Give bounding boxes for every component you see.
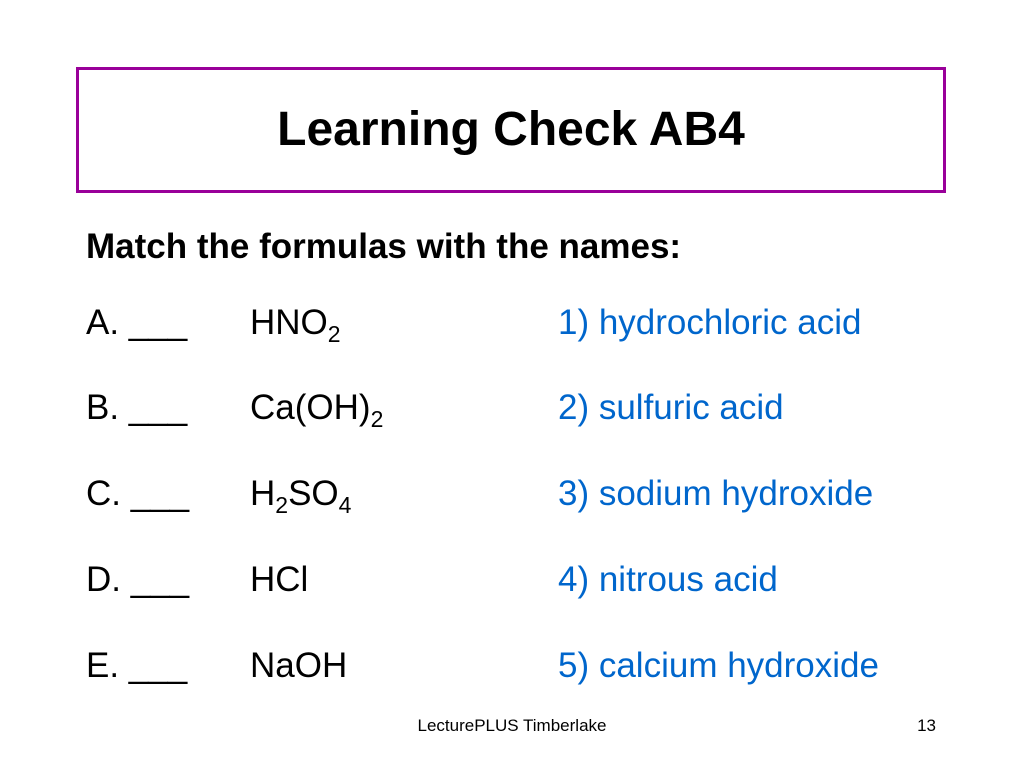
answer-option: 3) sodium hydroxide: [558, 474, 874, 513]
match-row-d: [0, 562, 1024, 612]
answer-option: 4) nitrous acid: [558, 560, 778, 599]
match-row-b: [0, 390, 1024, 440]
answer-option: 2) sulfuric acid: [558, 388, 784, 427]
footer-source: LecturePLUS Timberlake: [417, 716, 607, 735]
slide-title: Learning Check AB4: [277, 103, 745, 156]
answer-option: 1) hydrochloric acid: [558, 303, 862, 342]
instruction-text: Match the formulas with the names:: [86, 227, 682, 266]
chemical-formula: $Ca(OH)_2$: [250, 388, 384, 432]
item-label: A. ___: [86, 303, 188, 342]
match-row-a: [0, 305, 1024, 355]
chemical-formula: NaOH: [250, 646, 348, 685]
title-box: [76, 67, 946, 193]
match-row-e: [0, 648, 1024, 698]
page-number: 13: [917, 716, 936, 735]
match-row-c: [0, 476, 1024, 526]
item-label: D. ___: [86, 560, 190, 599]
chemical-formula: $HNO_2$: [250, 303, 341, 347]
item-label: B. ___: [86, 388, 188, 427]
item-label: C. ___: [86, 474, 190, 513]
answer-option: 5) calcium hydroxide: [558, 646, 879, 685]
chemical-formula: $H_2SO_4$: [250, 474, 352, 518]
chemical-formula: HCl: [250, 560, 309, 599]
item-label: E. ___: [86, 646, 188, 685]
